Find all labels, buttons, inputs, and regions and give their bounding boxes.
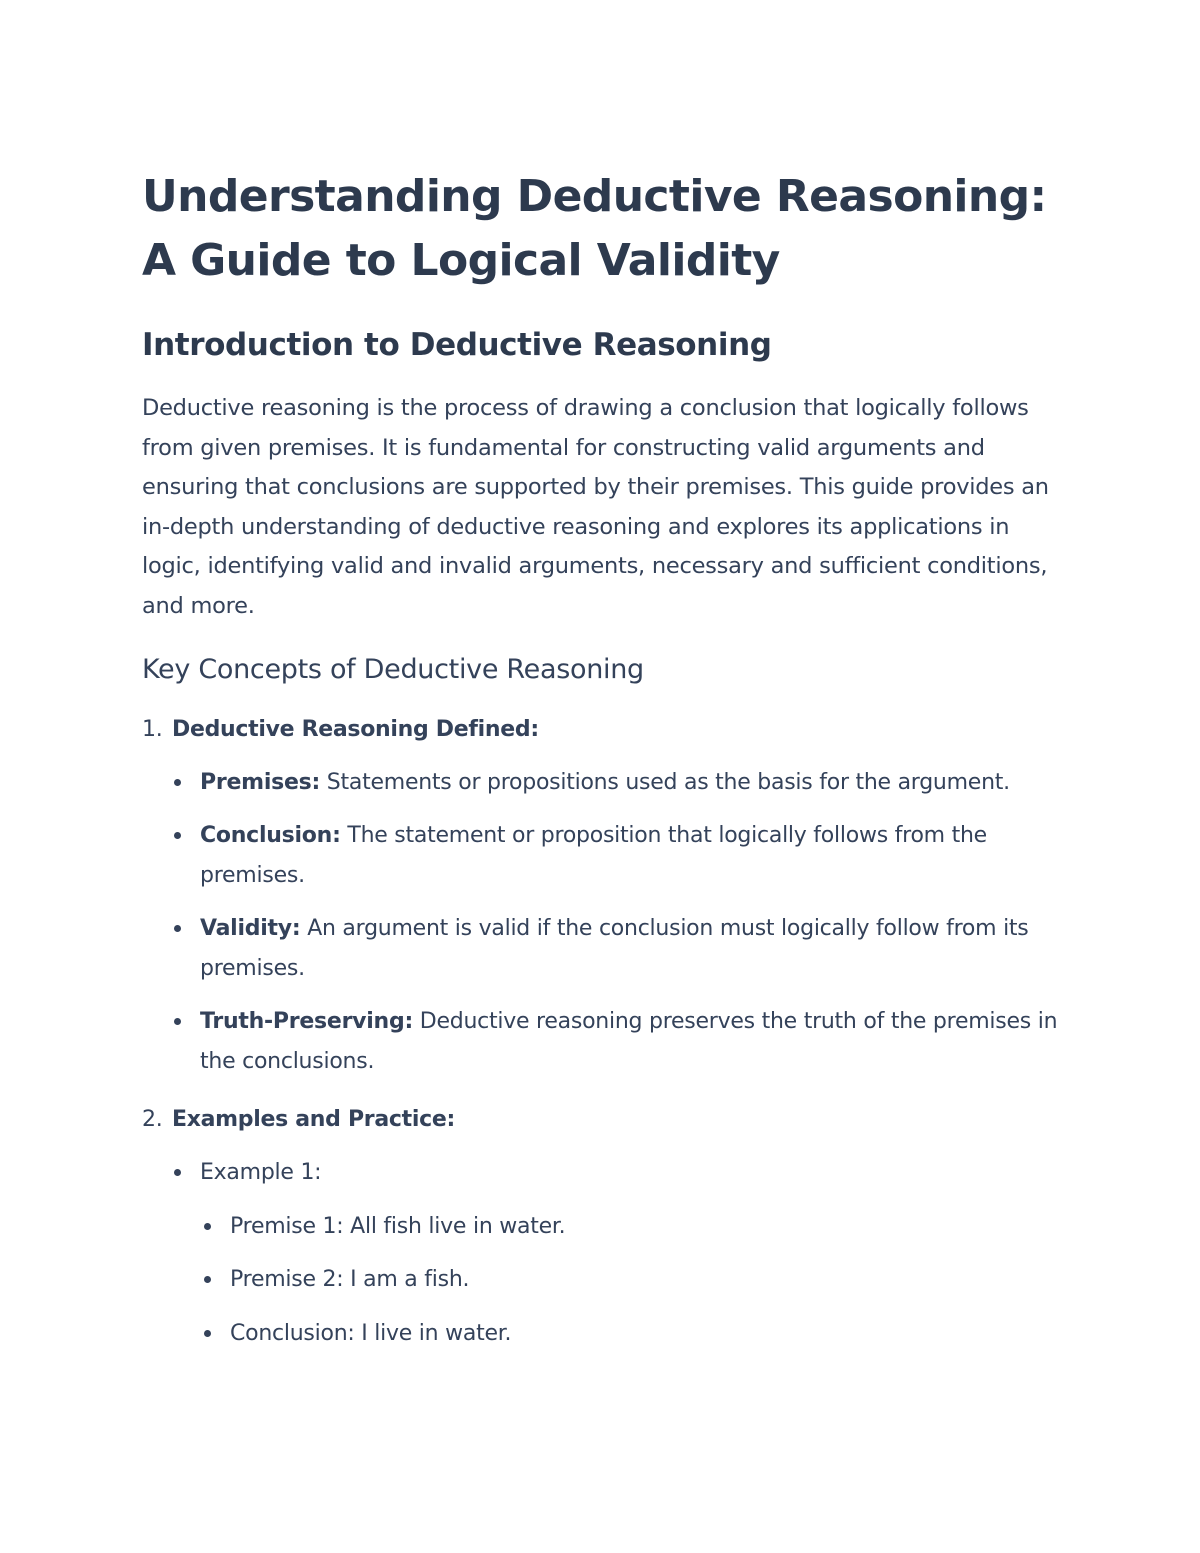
definition-text: The statement or proposition that logically follows from the premises. (200, 823, 987, 888)
term-truth-preserving: Truth-Preserving: (200, 1009, 414, 1035)
term-premises: Premises: (200, 769, 321, 795)
bullet-premises (200, 763, 1072, 803)
subsection-heading-key-concepts: Key Concepts of Deductive Reasoning (142, 653, 644, 685)
list-item-title: Examples and Practice: (172, 1107, 455, 1133)
bullet-validity (200, 909, 1072, 988)
term-conclusion: Conclusion: (200, 823, 341, 849)
example-premise-2: Premise 2: I am a fish. (230, 1260, 1072, 1300)
section-heading-introduction: Introduction to Deductive Reasoning (142, 327, 772, 363)
bullet-example-1 (200, 1153, 1072, 1353)
example-1-steps (200, 1207, 1072, 1354)
example-bullets (142, 1153, 1072, 1353)
example-premise-1: Premise 1: All fish live in water. (230, 1207, 1072, 1247)
intro-paragraph: Deductive reasoning is the process of drawing a conclusion that logically follows from given premises. It is fundamental for constructing valid arguments and ensuring that conclusions are supported by their premises. This guide provides an in-depth understanding of deductive reasoning and explores its applications in logic, identifying valid and invalid arguments, necessary and sufficient conditions, and more. (142, 395, 1049, 619)
list-item-title: Deductive Reasoning Defined: (172, 716, 539, 742)
key-concepts-list (142, 711, 1072, 1354)
document-page (142, 165, 1072, 1353)
definition-text: Statements or propositions used as the basis for the argument. (320, 769, 1010, 795)
list-number: 2. (142, 1107, 163, 1133)
document-title: Understanding Deductive Reasoning: A Guide to Logical Validity (142, 171, 1047, 286)
definition-text: Deductive reasoning preserves the truth of the premises in the conclusions. (200, 1009, 1058, 1074)
bullet-conclusion (200, 816, 1072, 895)
term-validity: Validity: (200, 916, 301, 942)
definition-text: An argument is valid if the conclusion must logically follow from its premises. (200, 916, 1029, 981)
list-number: 1. (142, 716, 163, 742)
example-conclusion: Conclusion: I live in water. (230, 1314, 1072, 1354)
definition-bullets (142, 763, 1072, 1082)
list-item-examples-and-practice (142, 1101, 1072, 1353)
list-item-deductive-reasoning-defined (142, 711, 1072, 1082)
bullet-truth-preserving (200, 1002, 1072, 1081)
example-label: Example 1: (200, 1160, 322, 1186)
